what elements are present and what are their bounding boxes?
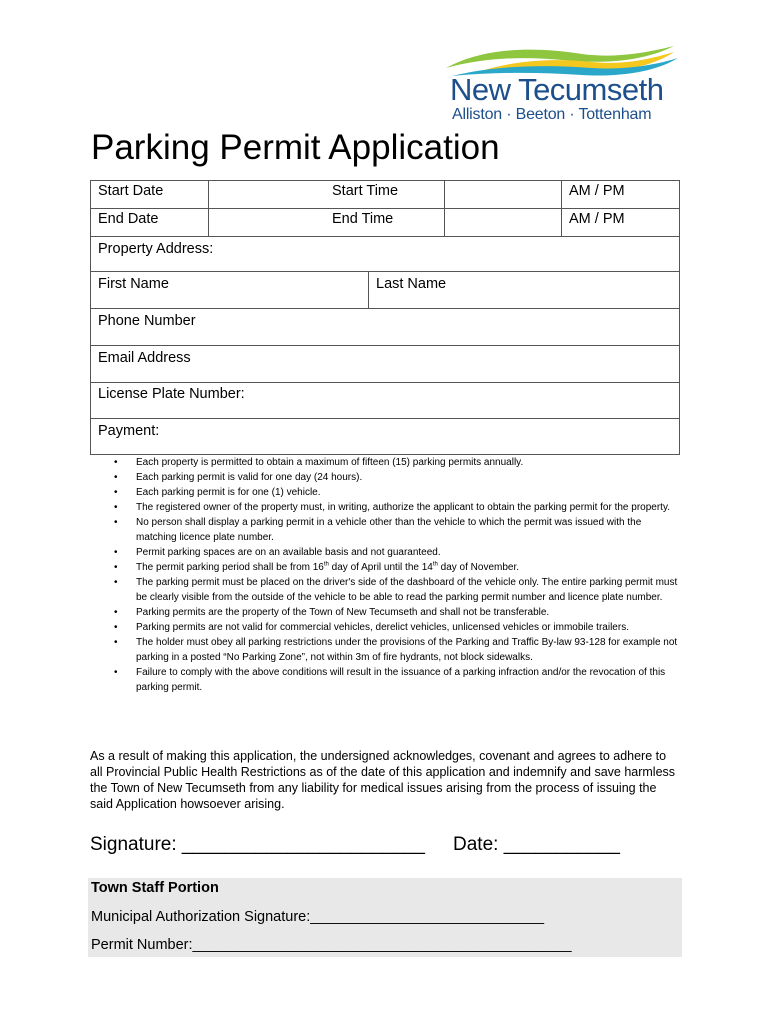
rule-text: Each parking permit is for one (1) vehicle. (136, 487, 321, 498)
bullet: • (114, 607, 118, 618)
rule-text: Each property is permitted to obtain a maximum of fifteen (15) parking permits annually. (136, 457, 524, 468)
rule-text: Each parking permit is valid for one day (24 hours). (136, 472, 363, 483)
rule-text: Parking permits are the property of the Town of New Tecumseth and shall not be transferable. (136, 607, 550, 618)
property-address-label: Property Address: (98, 241, 214, 257)
permit-number-field[interactable]: Permit Number:_______________________________________________ (91, 937, 572, 953)
license-plate-label: License Plate Number: (98, 386, 245, 402)
start-row (91, 181, 679, 209)
bullet: • (114, 667, 118, 678)
phone-field[interactable] (91, 309, 679, 346)
start-ampm-field[interactable]: AM / PM (561, 181, 679, 208)
bullet: • (114, 577, 118, 588)
list-item (114, 665, 684, 695)
acknowledgement-paragraph: As a result of making this application, the undersigned acknowledges, covenant and agrees to adhere to all Provincial Public Health Restrictions as of the date of this application and indemnify and save harmless the Town of New Tecumseth from any liability for medical issues arising from the process of issuing the said Application howsoever arising. (90, 749, 676, 811)
bullet: • (114, 562, 118, 573)
email-label: Email Address (98, 350, 191, 366)
logo-subtitle: Alliston · Beeton · Tottenham (452, 106, 652, 123)
page-title: Parking Permit Application (91, 128, 500, 167)
payment-field[interactable] (91, 419, 679, 454)
rule-text: Failure to comply with the above conditions will result in the issuance of a parking infraction and/or the revocation of this parking permit. (136, 667, 666, 693)
municipal-signature-field[interactable]: Municipal Authorization Signature:_____________________________ (91, 909, 545, 925)
bullet: • (114, 487, 118, 498)
bullet: • (114, 517, 118, 528)
bullet: • (114, 502, 118, 513)
bullet: • (114, 547, 118, 558)
last-name-field[interactable] (368, 272, 679, 308)
license-plate-field[interactable] (91, 383, 679, 419)
rule-text-part: The permit parking period shall be from 16 (136, 562, 324, 573)
property-address-field[interactable] (91, 237, 679, 272)
end-time-field[interactable] (444, 209, 561, 236)
first-name-field[interactable] (91, 272, 368, 308)
email-field[interactable] (91, 346, 679, 383)
end-row (91, 209, 679, 237)
staff-section-title: Town Staff Portion (91, 880, 219, 896)
rule-text-part: day of November. (437, 562, 520, 573)
bullet: • (114, 622, 118, 633)
last-name-label: Last Name (376, 276, 447, 292)
end-ampm-field[interactable]: AM / PM (561, 209, 679, 236)
list-item (114, 485, 684, 500)
start-date-field[interactable] (208, 181, 325, 208)
start-time-field[interactable] (444, 181, 561, 208)
list-item (114, 470, 684, 485)
bullet: • (114, 472, 118, 483)
signature-field[interactable]: Signature: _______________________ (90, 834, 425, 855)
list-item (114, 560, 684, 575)
start-time-label: Start Time (332, 183, 399, 199)
rule-text-part: day of April until the 14 (328, 562, 433, 573)
town-staff-section (88, 878, 682, 957)
end-date-label: End Date (98, 211, 159, 227)
end-time-label: End Time (332, 211, 394, 227)
ordinal-suffix: th (323, 561, 329, 568)
list-item (114, 500, 684, 515)
application-form (90, 180, 680, 455)
list-item (114, 620, 684, 635)
rule-text: No person shall display a parking permit in a vehicle other than the vehicle to which the permit was issued with the matching licence plate number. (136, 517, 642, 543)
list-item (114, 575, 684, 605)
bullet: • (114, 637, 118, 648)
list-item (114, 515, 684, 545)
ordinal-suffix: th (432, 561, 438, 568)
list-item (114, 605, 684, 620)
bullet: • (114, 457, 118, 468)
permit-rules-list (114, 455, 684, 695)
start-date-label: Start Date (98, 183, 164, 199)
phone-label: Phone Number (98, 313, 196, 329)
list-item (114, 455, 684, 470)
rule-text: The parking permit must be placed on the driver's side of the dashboard of the vehicle only. The entire parking permit must be clearly visible from the outside of the vehicle to be able to read the parking permit number and licence plate number. (136, 577, 678, 603)
payment-label: Payment: (98, 423, 160, 439)
logo-name: New Tecumseth (450, 72, 664, 107)
list-item (114, 545, 684, 560)
rule-text: Permit parking spaces are on an available basis and not guaranteed. (136, 547, 441, 558)
end-date-field[interactable] (208, 209, 325, 236)
name-row (91, 272, 679, 309)
list-item (114, 635, 684, 665)
rule-text: The registered owner of the property must, in writing, authorize the applicant to obtain the parking permit for the property. (136, 502, 670, 513)
first-name-label: First Name (98, 276, 169, 292)
date-field[interactable]: Date: ___________ (453, 834, 620, 855)
town-logo (440, 44, 680, 126)
rule-text: Parking permits are not valid for commercial vehicles, derelict vehicles, unlicensed vehicles or immobile trailers. (136, 622, 629, 633)
rule-text: The holder must obey all parking restrictions under the provisions of the Parking and Traffic By-law 93-128 for example not parking in a posted “No Parking Zone”, not within 3m of fire hydrants, not block sidewalks. (136, 637, 678, 663)
